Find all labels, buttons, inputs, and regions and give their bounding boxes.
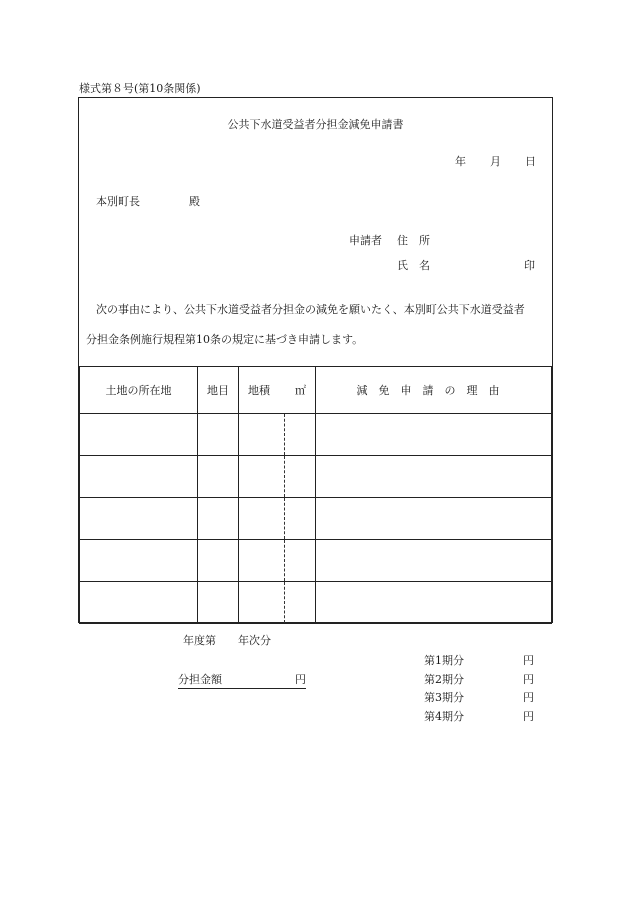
reason-cell[interactable]	[316, 582, 552, 624]
amount-unit: 円	[295, 673, 306, 686]
amount-label: 分担金額	[178, 673, 222, 686]
area-dec-cell[interactable]	[285, 582, 316, 624]
location-cell[interactable]	[80, 540, 198, 582]
location-cell[interactable]	[80, 498, 198, 540]
table-row	[80, 414, 552, 456]
installment-2-unit: 円	[523, 673, 534, 686]
installment-3-unit: 円	[523, 691, 534, 704]
land-table	[79, 366, 552, 624]
area-dec-cell[interactable]	[285, 498, 316, 540]
date-month-label: 月	[490, 155, 501, 168]
reason-cell[interactable]	[316, 498, 552, 540]
request-statement	[79, 295, 554, 355]
installment-4-unit: 円	[523, 710, 534, 723]
reason-cell[interactable]	[316, 456, 552, 498]
location-cell[interactable]	[80, 414, 198, 456]
header-area-unit: ㎡	[295, 384, 306, 397]
category-cell[interactable]	[198, 456, 239, 498]
statement-line-1: 次の事由により、公共下水道受益者分担金の減免を願いたく、本別町公共下水道受益者	[96, 303, 525, 316]
location-cell[interactable]	[80, 456, 198, 498]
installment-3-label: 第3期分	[424, 691, 464, 704]
header-category: 地目	[198, 367, 239, 414]
form-title: 公共下水道受益者分担金減免申請書	[227, 118, 404, 131]
name-label: 氏 名	[397, 259, 430, 272]
date-day-label: 日	[525, 155, 536, 168]
seal-mark: 印	[524, 259, 535, 272]
header-location: 土地の所在地	[80, 367, 198, 414]
date-year-label: 年	[455, 155, 466, 168]
installment-1-label: 第1期分	[424, 654, 464, 667]
table-row	[80, 540, 552, 582]
area-dec-cell[interactable]	[285, 540, 316, 582]
applicant-label: 申請者	[349, 234, 382, 247]
header-reason: 減免申請の理由	[316, 367, 552, 414]
area-int-cell[interactable]	[239, 498, 285, 540]
category-cell[interactable]	[198, 540, 239, 582]
reason-cell[interactable]	[316, 414, 552, 456]
header-area	[239, 367, 316, 414]
location-cell[interactable]	[80, 582, 198, 624]
fiscal-year-label: 年度第 年次分	[183, 634, 271, 647]
category-cell[interactable]	[198, 414, 239, 456]
table-row	[80, 456, 552, 498]
form-number-label: 様式第８号(第10条関係)	[79, 82, 201, 95]
area-dec-cell[interactable]	[285, 456, 316, 498]
reason-cell[interactable]	[316, 540, 552, 582]
land-table-header	[80, 367, 552, 414]
address-label: 住 所	[397, 234, 430, 247]
area-int-cell[interactable]	[239, 456, 285, 498]
category-cell[interactable]	[198, 582, 239, 624]
addressee: 本別町長	[96, 195, 140, 208]
area-int-cell[interactable]	[239, 582, 285, 624]
category-cell[interactable]	[198, 498, 239, 540]
table-row	[80, 582, 552, 624]
area-int-cell[interactable]	[239, 414, 285, 456]
statement-line-2: 分担金条例施行規程第10条の規定に基づき申請します。	[86, 333, 364, 346]
assessment-amount	[178, 671, 306, 689]
area-int-cell[interactable]	[239, 540, 285, 582]
installment-2-label: 第2期分	[424, 673, 464, 686]
area-dec-cell[interactable]	[285, 414, 316, 456]
honorific: 殿	[189, 195, 200, 208]
installment-4-label: 第4期分	[424, 710, 464, 723]
installment-1-unit: 円	[523, 654, 534, 667]
application-form-frame	[78, 97, 553, 623]
header-area-label: 地積	[248, 384, 270, 397]
table-row	[80, 498, 552, 540]
